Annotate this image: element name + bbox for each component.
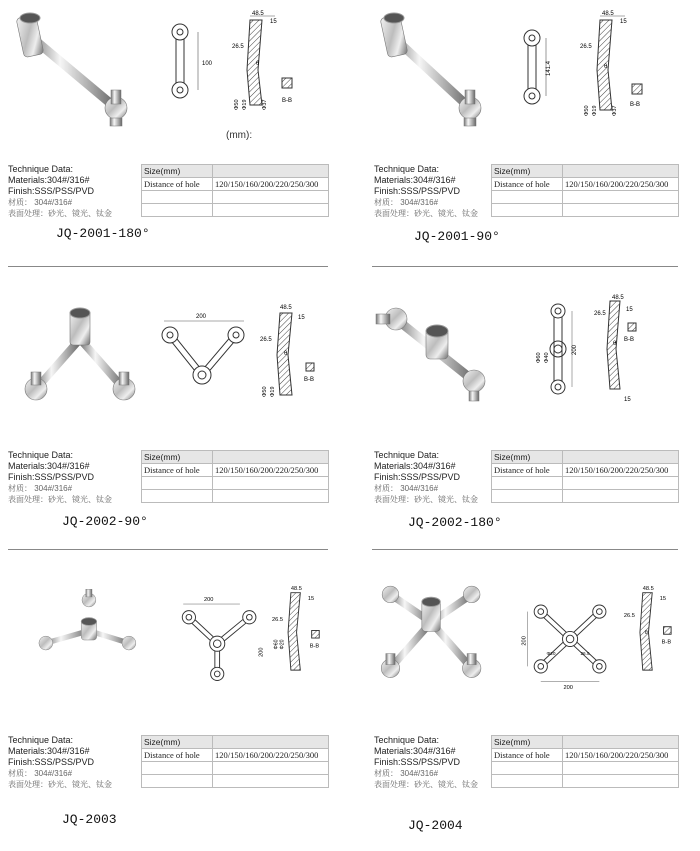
spec-header: Size(mm) bbox=[492, 451, 563, 464]
dim-200: 200 bbox=[572, 344, 578, 355]
spec-header: Size(mm) bbox=[142, 736, 213, 749]
spec-values: 120/150/160/200/220/250/300 bbox=[563, 749, 679, 762]
technical-drawing bbox=[500, 293, 680, 418]
technique-materials: Materials:304#/316# bbox=[8, 746, 90, 756]
dim-15-bottom: 15 bbox=[624, 397, 631, 403]
technique-data bbox=[8, 735, 112, 790]
technique-data bbox=[374, 450, 478, 505]
section-bb: B-B bbox=[624, 337, 635, 343]
technique-data bbox=[8, 164, 112, 219]
technique-cn-finish: 表面处理：砂光、镜光、钛金 bbox=[8, 209, 112, 218]
spec-table bbox=[141, 164, 329, 217]
spec-values: 120/150/160/200/220/250/300 bbox=[213, 749, 329, 762]
technique-cn-material: 材质： 304#/316# bbox=[8, 769, 73, 778]
technique-cn-finish: 表面处理：砂光、镜光、钛金 bbox=[374, 780, 478, 789]
dim-26-5: 26.5 bbox=[260, 337, 272, 343]
dim-48-5: 48.5 bbox=[280, 305, 292, 311]
row-divider bbox=[8, 266, 328, 267]
technique-cn-finish: 表面处理：砂光、镜光、钛金 bbox=[8, 495, 112, 504]
technique-finish: Finish:SSS/PSS/PVD bbox=[374, 186, 461, 196]
technique-title: Technique Data: bbox=[374, 735, 440, 745]
product-card-jq-2002-90 bbox=[0, 283, 350, 566]
technique-title: Technique Data: bbox=[374, 450, 440, 460]
technique-finish: Finish:SSS/PSS/PVD bbox=[8, 472, 95, 482]
dim-15: 15 bbox=[620, 19, 627, 25]
spec-row-label: Distance of hole bbox=[492, 464, 563, 477]
dim-theta: θ bbox=[284, 351, 288, 357]
spec-header: Size(mm) bbox=[492, 736, 563, 749]
row-divider bbox=[372, 266, 678, 267]
dim-theta: θ bbox=[644, 630, 648, 637]
dim-phi20: Φ20 bbox=[279, 639, 286, 650]
product-card-jq-2001-90 bbox=[350, 0, 700, 283]
dim-26-5-b: 26.5 bbox=[580, 652, 590, 658]
row-divider bbox=[8, 549, 328, 550]
technical-drawing bbox=[520, 576, 690, 701]
product-photo bbox=[12, 6, 142, 136]
technique-materials: Materials:304#/316# bbox=[374, 175, 456, 185]
dim-100: 100 bbox=[202, 61, 213, 67]
product-card-jq-2004 bbox=[350, 566, 700, 849]
technique-finish: Finish:SSS/PSS/PVD bbox=[8, 186, 95, 196]
technique-cn-finish: 表面处理：砂光、镜光、钛金 bbox=[8, 780, 112, 789]
technique-cn-finish: 表面处理：砂光、镜光、钛金 bbox=[374, 209, 478, 218]
dim-26-5: 26.5 bbox=[623, 613, 635, 620]
section-bb: B-B bbox=[304, 377, 315, 383]
dim-phi40: Φ40 bbox=[544, 352, 550, 363]
section-bb: B-B bbox=[282, 98, 293, 104]
technical-drawing bbox=[500, 10, 680, 135]
technique-finish: Finish:SSS/PSS/PVD bbox=[374, 472, 461, 482]
row-divider bbox=[372, 549, 678, 550]
dim-15: 15 bbox=[298, 315, 305, 321]
dim-48-5: 48.5 bbox=[642, 585, 654, 592]
dim-phi19: Φ19 bbox=[270, 386, 276, 397]
technique-cn-finish: 表面处理：砂光、镜光、钛金 bbox=[374, 495, 478, 504]
technique-materials: Materials:304#/316# bbox=[8, 461, 90, 471]
technique-data bbox=[374, 164, 478, 219]
technique-cn-material: 材质： 304#/316# bbox=[8, 198, 73, 207]
dim-200: 200 bbox=[204, 597, 214, 604]
model-name: JQ-2001-180° bbox=[56, 226, 150, 241]
dim-theta: θ bbox=[256, 61, 260, 67]
technique-title: Technique Data: bbox=[374, 164, 440, 174]
product-card-jq-2001-180 bbox=[0, 0, 350, 283]
technique-title: Technique Data: bbox=[8, 450, 74, 460]
dim-15: 15 bbox=[659, 596, 667, 603]
technical-drawing bbox=[150, 10, 330, 135]
spec-table bbox=[491, 735, 679, 788]
model-name: JQ-2003 bbox=[62, 812, 117, 827]
dim-200-v: 200 bbox=[258, 647, 265, 657]
dim-phi60: Φ60 bbox=[536, 352, 542, 363]
dim-phi20: Φ20 bbox=[546, 652, 556, 658]
dim-48-5: 48.5 bbox=[252, 11, 264, 17]
spec-table bbox=[141, 450, 329, 503]
dim-theta: θ bbox=[613, 341, 617, 347]
dim-48-5: 48.5 bbox=[290, 585, 302, 592]
product-photo bbox=[362, 6, 492, 136]
dim-26-5: 26.5 bbox=[594, 311, 606, 317]
dim-26-5: 26.5 bbox=[232, 44, 244, 50]
technique-cn-material: 材质： 304#/316# bbox=[8, 484, 73, 493]
technique-materials: Materials:304#/316# bbox=[374, 746, 456, 756]
section-bb: B-B bbox=[661, 639, 672, 646]
product-photo bbox=[362, 289, 492, 419]
technique-finish: Finish:SSS/PSS/PVD bbox=[8, 757, 95, 767]
dim-phi37: Φ37 bbox=[612, 105, 618, 116]
technical-drawing bbox=[170, 576, 340, 701]
spec-row-label: Distance of hole bbox=[142, 178, 213, 191]
dim-15: 15 bbox=[307, 596, 315, 603]
unit-note: (mm): bbox=[226, 130, 253, 141]
dim-phi50: Φ50 bbox=[584, 105, 590, 116]
spec-values: 120/150/160/200/220/250/300 bbox=[213, 178, 329, 191]
spec-values: 120/150/160/200/220/250/300 bbox=[563, 178, 679, 191]
dim-theta: θ bbox=[604, 64, 608, 70]
spec-row-label: Distance of hole bbox=[142, 749, 213, 762]
technique-materials: Materials:304#/316# bbox=[374, 461, 456, 471]
technique-cn-material: 材质： 304#/316# bbox=[374, 198, 439, 207]
technique-materials: Materials:304#/316# bbox=[8, 175, 90, 185]
dim-phi50: Φ50 bbox=[262, 386, 268, 397]
model-name: JQ-2002-90° bbox=[62, 514, 148, 529]
dim-200-h: 200 bbox=[563, 685, 573, 692]
dim-phi60: Φ60 bbox=[273, 639, 280, 650]
spec-values: 120/150/160/200/220/250/300 bbox=[563, 464, 679, 477]
spec-header: Size(mm) bbox=[142, 165, 213, 178]
dim-phi19: Φ19 bbox=[242, 99, 248, 110]
technique-data bbox=[8, 450, 112, 505]
product-photo bbox=[12, 289, 142, 419]
model-name: JQ-2004 bbox=[408, 818, 463, 833]
dim-15: 15 bbox=[626, 307, 633, 313]
dim-phi37: Φ37 bbox=[262, 99, 268, 110]
dim-200: 200 bbox=[196, 314, 207, 320]
spec-table bbox=[491, 450, 679, 503]
product-photo bbox=[12, 580, 152, 680]
section-bb: B-B bbox=[309, 643, 320, 650]
spec-row-label: Distance of hole bbox=[142, 464, 213, 477]
product-card-jq-2003 bbox=[0, 566, 350, 849]
dim-141-4: 141.4 bbox=[546, 60, 552, 76]
product-photo bbox=[372, 576, 492, 696]
spec-table bbox=[141, 735, 329, 788]
technique-title: Technique Data: bbox=[8, 735, 74, 745]
technique-cn-material: 材质： 304#/316# bbox=[374, 484, 439, 493]
technical-drawing bbox=[150, 293, 330, 418]
model-name: JQ-2002-180° bbox=[408, 515, 502, 530]
dim-48-5: 48.5 bbox=[602, 11, 614, 17]
product-card-jq-2002-180 bbox=[350, 283, 700, 566]
spec-table bbox=[491, 164, 679, 217]
spec-values: 120/150/160/200/220/250/300 bbox=[213, 464, 329, 477]
dim-phi19: Φ19 bbox=[592, 105, 598, 116]
dim-26-5: 26.5 bbox=[580, 44, 592, 50]
dim-phi50: Φ50 bbox=[234, 99, 240, 110]
dim-200-v: 200 bbox=[521, 636, 528, 646]
dim-15: 15 bbox=[270, 19, 277, 25]
model-name: JQ-2001-90° bbox=[414, 229, 500, 244]
dim-48-5: 48.5 bbox=[612, 295, 624, 301]
spec-row-label: Distance of hole bbox=[492, 749, 563, 762]
technique-title: Technique Data: bbox=[8, 164, 74, 174]
section-bb: B-B bbox=[630, 102, 641, 108]
technique-data bbox=[374, 735, 478, 790]
dim-26-5: 26.5 bbox=[272, 617, 284, 624]
spec-header: Size(mm) bbox=[142, 451, 213, 464]
spec-row-label: Distance of hole bbox=[492, 178, 563, 191]
technique-finish: Finish:SSS/PSS/PVD bbox=[374, 757, 461, 767]
spec-header: Size(mm) bbox=[492, 165, 563, 178]
technique-cn-material: 材质： 304#/316# bbox=[374, 769, 439, 778]
